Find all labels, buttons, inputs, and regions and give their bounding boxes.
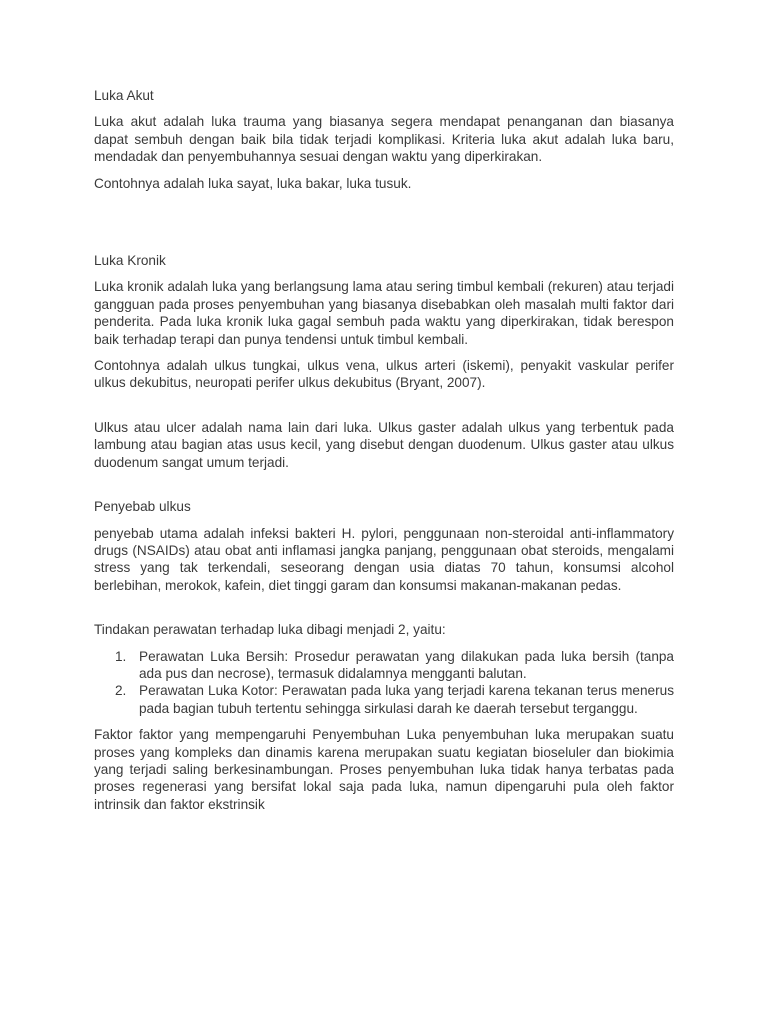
paragraph-luka-kronik: Luka kronik adalah luka yang berlangsung lama atau sering timbul kembali (rekuren) atau terjadi gangguan pada proses penyembuhan yang biasanya disebabkan oleh masalah multi faktor dari penderita. Pada luka kronik luka gagal sembuh pada waktu yang diperkirakan, tidak berespon baik terhadap terapi dan punya tendensi untuk timbul kembali.	[94, 279, 674, 347]
paragraph-luka-akut: Luka akut adalah luka trauma yang biasanya segera mendapat penanganan dan biasanya dapat sembuh dengan baik bila tidak terjadi komplikasi. Kriteria luka akut adalah luka baru, mendadak dan penyembuhannya sesuai dengan waktu yang diperkirakan.	[94, 114, 674, 165]
tindakan-list	[94, 648, 674, 718]
list-item-number: 2.	[115, 683, 127, 699]
paragraph-faktor-penyembuhan: Faktor faktor yang mempengaruhi Penyembuhan Luka penyembuhan luka merupakan suatu proses yang kompleks dan dinamis karena merupakan suatu kegiatan bioseluler dan biokimia yang terjadi saling berkesinambungan. Proses penyembuhan luka tidak hanya terbatas pada proses regenerasi yang bersifat lokal saja pada luka, namun dipengaruhi pula oleh faktor intrinsik dan faktor ekstrinsik	[94, 727, 674, 812]
paragraph-ulkus: Ulkus atau ulcer adalah nama lain dari luka. Ulkus gaster adalah ulkus yang terbentuk pada lambung atau bagian atas usus kecil, yang disebut dengan duodenum. Ulkus gaster atau ulkus duodenum sangat umum terjadi.	[94, 419, 674, 470]
list-item-text: Perawatan Luka Bersih: Prosedur perawatan yang dilakukan pada luka bersih (tanpa ada pus dan necrose), termasuk didalamnya mengganti balutan.	[139, 648, 674, 681]
list-item-text: Perawatan Luka Kotor: Perawatan pada luka yang terjadi karena tekanan terus menerus pada bagian tubuh tertentu sehingga sirkulasi darah ke daerah tersebut terganggu.	[139, 683, 674, 716]
document-page	[94, 80, 674, 813]
list-item	[94, 682, 674, 717]
list-item-number: 1.	[115, 648, 127, 664]
paragraph-contoh-luka-kronik: Contohnya adalah ulkus tungkai, ulkus vena, ulkus arteri (iskemi), penyakit vaskular perifer ulkus dekubitus, neuropati perifer ulkus dekubitus (Bryant, 2007).	[94, 358, 674, 391]
paragraph-tindakan-intro: Tindakan perawatan terhadap luka dibagi menjadi 2, yaitu:	[94, 622, 446, 638]
heading-luka-kronik: Luka Kronik	[94, 253, 166, 269]
heading-penyebab-ulkus: Penyebab ulkus	[94, 499, 191, 515]
list-item	[94, 648, 674, 683]
heading-luka-akut: Luka Akut	[94, 88, 154, 103]
paragraph-penyebab-ulkus: penyebab utama adalah infeksi bakteri H. pylori, penggunaan non-steroidal anti-inflammatory drugs (NSAIDs) atau obat anti inflamasi jangka panjang, penggunaan obat steroids, mengalami stress yang tak terkendali, seseorang dengan usia diatas 70 tahun, konsumsi alcohol berlebihan, merokok, kafein, diet tinggi garam dan konsumsi makanan-makanan pedas.	[94, 525, 674, 593]
paragraph-contoh-luka-akut: Contohnya adalah luka sayat, luka bakar, luka tusuk.	[94, 175, 412, 191]
